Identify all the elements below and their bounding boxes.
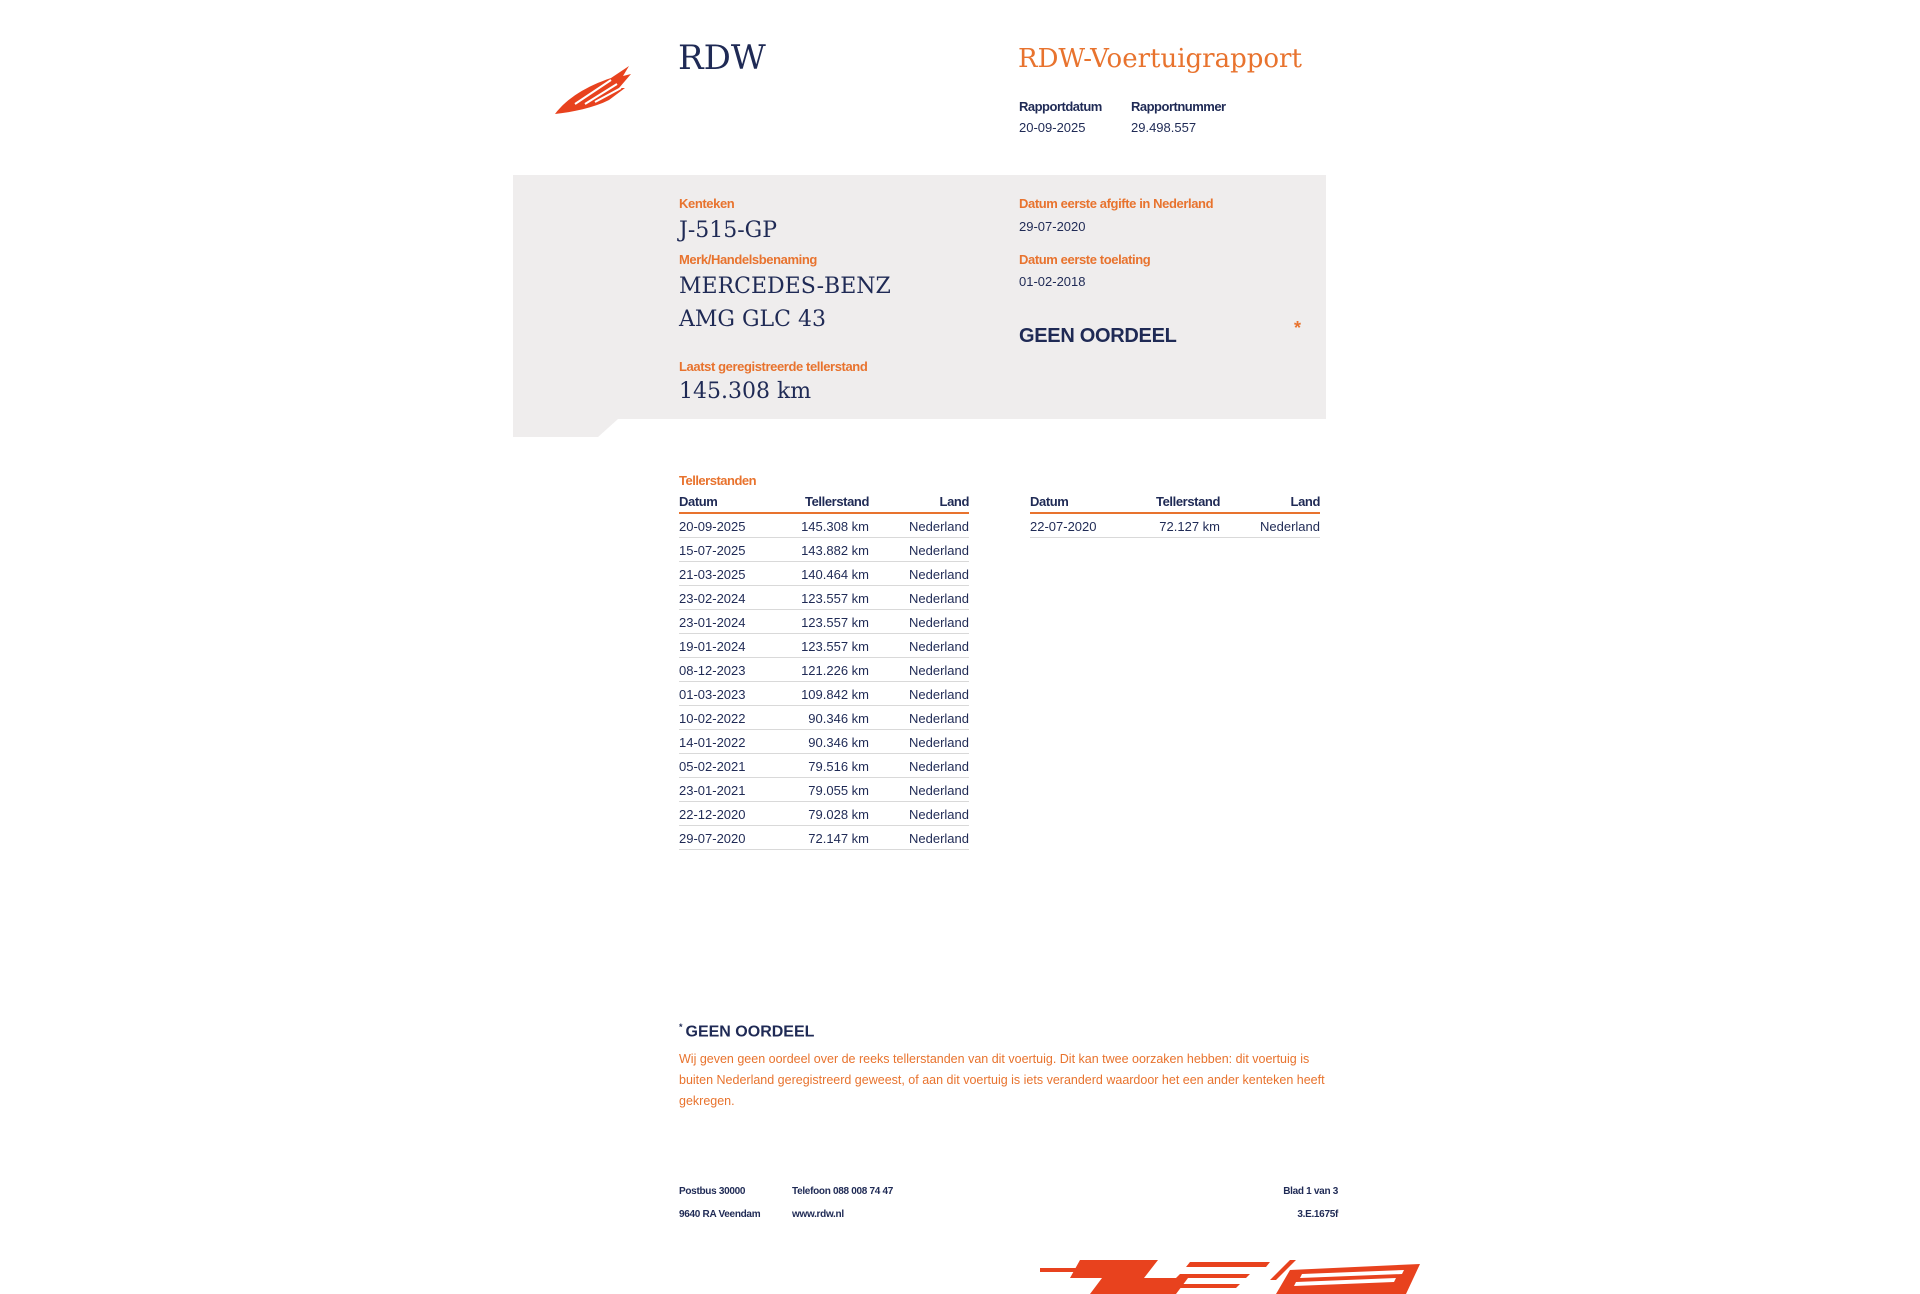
cell-country: Nederland	[909, 567, 969, 582]
first-issue-nl-label: Datum eerste afgifte in Nederland	[1019, 196, 1214, 211]
cell-date: 05-02-2021	[679, 759, 746, 774]
cell-reading: 123.557 km	[801, 591, 869, 606]
table-row	[679, 610, 969, 634]
cell-reading: 140.464 km	[801, 567, 869, 582]
col-header-date: Datum	[1030, 494, 1069, 509]
cell-reading: 72.147 km	[808, 831, 869, 846]
report-number-label: Rapportnummer	[1131, 99, 1226, 114]
cell-country: Nederland	[909, 759, 969, 774]
footer-stripes-icon	[1040, 1258, 1430, 1294]
table-row	[679, 802, 969, 826]
footer-page-number: Blad 1 van 3	[1283, 1186, 1338, 1197]
col-header-country: Land	[1290, 494, 1320, 509]
cell-reading: 90.346 km	[808, 735, 869, 750]
readings-table-right	[1030, 492, 1320, 538]
cell-reading: 123.557 km	[801, 639, 869, 654]
verdict-marker: *	[1294, 318, 1302, 338]
first-admission-value: 01-02-2018	[1019, 274, 1086, 289]
cell-date: 20-09-2025	[679, 519, 746, 534]
footer-phone: Telefoon 088 008 74 47	[792, 1186, 894, 1197]
col-header-date: Datum	[679, 494, 718, 509]
brand-value: MERCEDES-BENZ	[679, 274, 891, 299]
cell-date: 14-01-2022	[679, 735, 746, 750]
table-row	[679, 778, 969, 802]
table-row	[679, 562, 969, 586]
report-date: 20-09-2025	[1019, 120, 1086, 135]
cell-reading: 143.882 km	[801, 543, 869, 558]
verdict-text: GEEN OORDEEL	[1019, 325, 1177, 347]
table-row	[679, 586, 969, 610]
report-number: 29.498.557	[1131, 120, 1197, 135]
col-header-reading: Tellerstand	[805, 494, 869, 509]
cell-country: Nederland	[909, 783, 969, 798]
cell-country: Nederland	[909, 687, 969, 702]
readings-title: Tellerstanden	[679, 473, 757, 488]
cell-reading: 123.557 km	[801, 615, 869, 630]
cell-reading: 79.055 km	[808, 783, 869, 798]
cell-country: Nederland	[909, 543, 969, 558]
report-date-label: Rapportdatum	[1019, 99, 1102, 114]
first-admission-label: Datum eerste toelating	[1019, 252, 1151, 267]
cell-country: Nederland	[1260, 519, 1320, 534]
footnote-title	[679, 1022, 814, 1041]
cell-date: 01-03-2023	[679, 687, 746, 702]
report-title: RDW-Voertuigrapport	[1018, 44, 1302, 74]
vehicle-summary-box	[513, 175, 1326, 419]
model-value: AMG GLC 43	[679, 307, 826, 332]
logo-wordmark: RDW	[678, 38, 766, 78]
footer-address-line1: Postbus 30000	[679, 1186, 746, 1197]
table-row	[679, 706, 969, 730]
cell-reading: 145.308 km	[801, 519, 869, 534]
cell-reading: 72.127 km	[1159, 519, 1220, 534]
first-issue-nl-value: 29-07-2020	[1019, 219, 1086, 234]
cell-date: 10-02-2022	[679, 711, 746, 726]
cell-date: 19-01-2024	[679, 639, 746, 654]
table-row	[679, 754, 969, 778]
table-row	[679, 682, 969, 706]
plate-value: J-515-GP	[679, 218, 778, 243]
cell-reading: 79.516 km	[808, 759, 869, 774]
rdw-logo-icon	[553, 58, 631, 116]
footer-document-code: 3.E.1675f	[1297, 1209, 1338, 1220]
cell-date: 15-07-2025	[679, 543, 746, 558]
footnote-text: Wij geven geen oordeel over de reeks tellerstanden van dit voertuig. Dit kan twee oorzaken hebben: dit voertuig is buiten Nederland geregistreerd geweest, of aan dit voertuig is iets veranderd waardoor het een ander kenteken heeft gekregen.	[679, 1052, 1325, 1108]
table-header	[1030, 492, 1320, 514]
plate-label: Kenteken	[679, 196, 735, 211]
footnote-title-text: GEEN OORDEEL	[685, 1023, 815, 1041]
cell-date: 23-01-2024	[679, 615, 746, 630]
cell-country: Nederland	[909, 519, 969, 534]
cell-reading: 90.346 km	[808, 711, 869, 726]
cell-date: 23-02-2024	[679, 591, 746, 606]
table-row	[679, 514, 969, 538]
cell-country: Nederland	[909, 711, 969, 726]
cell-country: Nederland	[909, 735, 969, 750]
cell-country: Nederland	[909, 831, 969, 846]
table-header	[679, 492, 969, 514]
cell-date: 23-01-2021	[679, 783, 746, 798]
cell-country: Nederland	[909, 615, 969, 630]
col-header-country: Land	[939, 494, 969, 509]
table-row	[679, 730, 969, 754]
footer-address-line2: 9640 RA Veendam	[679, 1209, 761, 1220]
readings-table-left	[679, 492, 969, 850]
odometer-value: 145.308 km	[679, 379, 812, 404]
cell-country: Nederland	[909, 591, 969, 606]
cell-country: Nederland	[909, 639, 969, 654]
cell-reading: 79.028 km	[808, 807, 869, 822]
cell-date: 21-03-2025	[679, 567, 746, 582]
footer-website: www.rdw.nl	[792, 1209, 844, 1220]
cell-reading: 121.226 km	[801, 663, 869, 678]
table-row	[679, 634, 969, 658]
table-row	[1030, 514, 1320, 538]
cell-country: Nederland	[909, 807, 969, 822]
table-row	[679, 538, 969, 562]
cell-date: 29-07-2020	[679, 831, 746, 846]
cell-date: 22-07-2020	[1030, 519, 1097, 534]
cell-date: 08-12-2023	[679, 663, 746, 678]
cell-reading: 109.842 km	[801, 687, 869, 702]
cell-country: Nederland	[909, 663, 969, 678]
cell-date: 22-12-2020	[679, 807, 746, 822]
table-row	[679, 658, 969, 682]
table-row	[679, 826, 969, 850]
brand-label: Merk/Handelsbenaming	[679, 252, 817, 267]
footnote-marker: *	[679, 1022, 683, 1032]
odometer-label: Laatst geregistreerde tellerstand	[679, 359, 868, 374]
summary-box-notch	[513, 419, 618, 437]
col-header-reading: Tellerstand	[1156, 494, 1220, 509]
